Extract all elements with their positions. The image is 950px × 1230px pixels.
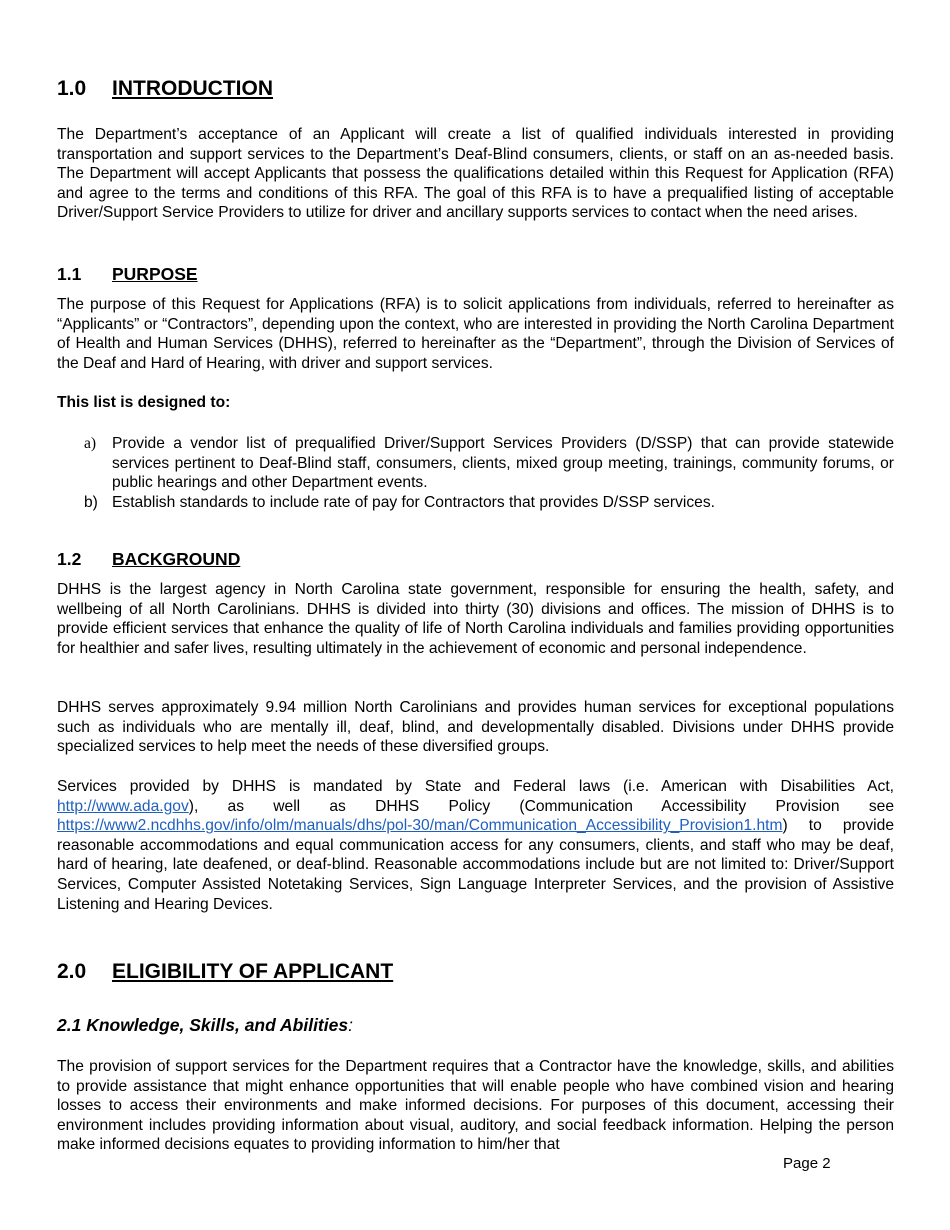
ada-link[interactable]: http://www.ada.gov (57, 797, 189, 815)
section-title: BACKGROUND (112, 549, 241, 569)
purpose-paragraph: The purpose of this Request for Applications (RFA) is to solicit applications from individuals, referred to hereinafter as “Applicants” or “Contractors”, depending upon the context, who are interested in providing the North Carolina Department of Health and Human Services (DHHS), referred to hereinafter as the “Department”, through the Division of Services of the Deaf and Hard of Hearing, with driver and support services. (57, 296, 894, 372)
subsection-heading-ksa (57, 1015, 353, 1036)
section-number: 1.0 (57, 77, 87, 100)
paragraph-text: ), as well as DHHS Policy (Communication Accessibility Provision see (188, 797, 894, 815)
section-heading-background (57, 549, 240, 570)
section-title: PURPOSE (112, 264, 198, 284)
paragraph-text: Services provided by DHHS is mandated by State and Federal laws (i.e. American with Disabilities Act, (57, 778, 894, 795)
background-paragraph-2: DHHS serves approximately 9.94 million North Carolinians and provides human services for exceptional populations such as individuals who are mentally ill, deaf, blind, and developmentally disabled. Divisions under DHHS provide specialized services to help meet the needs of these diversified groups. (57, 699, 894, 756)
section-number: 2.0 (57, 960, 87, 983)
subsection-title: 2.1 Knowledge, Skills, and Abilities (57, 1015, 349, 1035)
eligibility-paragraph: The provision of support services for the Department requires that a Contractor have the knowledge, skills, and abilities to provide assistance that might enhance opportunities that will enable people who have combined vision and hearing losses to access their environments and make informed decisions. For purposes of this document, accessing their environment includes providing information about visual, auditory, and social feedback information. Helping the person make informed decisions equates to providing information to him/her that (57, 1058, 894, 1154)
paragraph-text: ) to provide reasonable accommodations and equal communication access for any consumers, clients, and staff who may be deaf, hard of hearing, late deafened, or deaf-blind. Reasonable accommodations include but are not limited to: Driver/Support Services, Computer Assisted Notetaking Services, Sign Language Interpreter Services, and the provision of Assistive Listening and Hearing Devices. (57, 817, 894, 913)
page-number: Page 2 (783, 1155, 831, 1172)
list-marker: b) (84, 493, 98, 511)
list-item (57, 493, 894, 513)
list-item-text: Establish standards to include rate of pay for Contractors that provides D/SSP services. (112, 493, 715, 511)
section-title: ELIGIBILITY OF APPLICANT (112, 960, 394, 983)
subsection-colon: : (348, 1015, 353, 1035)
section-heading-introduction (57, 77, 273, 101)
list-item-text: Provide a vendor list of prequalified Driver/Support Services Providers (D/SSP) that can provide statewide services pertinent to Deaf-Blind staff, consumers, clients, mixed group meeting, trainings, community forums, or public hearings and other Department events. (112, 435, 894, 492)
background-paragraph-1: DHHS is the largest agency in North Carolina state government, responsible for ensuring the health, safety, and wellbeing of all North Carolinians. DHHS is divided into thirty (30) divisions and offices. The mission of DHHS is to provide efficient services that enhance the quality of life of North Carolina individuals and families providing opportunities for healthier and safer lives, resulting ultimately in the achievement of economic and personal independence. (57, 581, 894, 657)
introduction-paragraph: The Department’s acceptance of an Applicant will create a list of qualified individuals interested in providing transportation and support services to the Department’s Deaf-Blind consumers, clients, or staff on an as-needed basis. The Department will accept Applicants that possess the qualifications detailed within this Request for Application (RFA) and agree to the terms and conditions of this RFA. The goal of this RFA is to have a prequalified listing of acceptable Driver/Support Service Providers to utilize for driver and ancillary supports services to contact when the need arises. (57, 126, 894, 222)
section-heading-purpose (57, 264, 198, 285)
list-marker: a) (84, 435, 97, 452)
list-intro-label: This list is designed to: (57, 394, 231, 411)
background-paragraph-3 (57, 777, 894, 914)
section-heading-eligibility (57, 960, 393, 984)
policy-link[interactable]: https://www2.ncdhhs.gov/info/olm/manuals/dhs/pol-30/man/Communication_Accessibility_Provision1.htm (57, 817, 783, 835)
purpose-list (57, 434, 894, 512)
section-title: INTRODUCTION (112, 77, 273, 100)
list-item (57, 434, 894, 493)
section-number: 1.2 (57, 549, 82, 569)
section-number: 1.1 (57, 264, 82, 284)
